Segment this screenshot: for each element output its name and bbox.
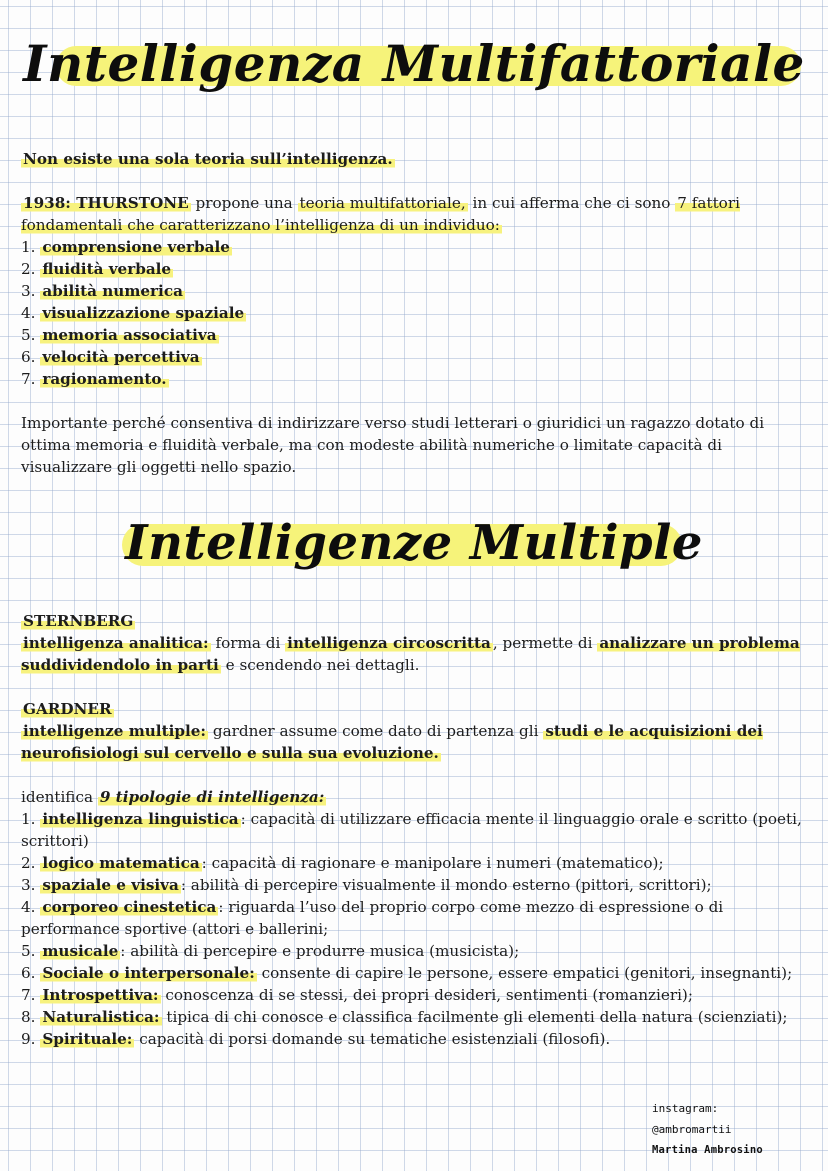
type-term: Naturalistica: [42, 1008, 160, 1026]
type-number: 1. [21, 810, 36, 828]
intelligence-type [21, 940, 811, 962]
factor-number: 6. [21, 348, 36, 366]
type-number: 5. [21, 942, 36, 960]
nine-types: 9 tipologie di intelligenza: [99, 788, 325, 806]
factor-label: visualizzazione spaziale [42, 304, 245, 322]
sternberg-heading [21, 610, 811, 632]
main-title [0, 28, 828, 100]
intelligence-type [21, 874, 811, 896]
factor-label: comprensione verbale [42, 238, 230, 256]
thurstone-paragraph [21, 192, 811, 236]
factor-item [21, 324, 811, 346]
factor-number: 5. [21, 326, 36, 344]
types-list [21, 808, 811, 1050]
section-title-text: Intelligenze Multiple [125, 515, 703, 571]
thurstone-label [21, 194, 191, 212]
factor-number: 7. [21, 370, 36, 388]
analytic-term: intelligenza analitica: [23, 634, 209, 652]
text-span: in cui afferma che ci sono [467, 194, 676, 212]
factor-item [21, 346, 811, 368]
type-description: consente di capire le persone, essere empatici (genitori, insegnanti); [256, 964, 793, 982]
factor-number: 4. [21, 304, 36, 322]
type-term: corporeo cinestetica [42, 898, 217, 916]
type-description: : abilità di percepire e produrre musica (musicista); [120, 942, 520, 960]
type-term: logico matematica [42, 854, 200, 872]
thurstone-name: THURSTONE [76, 194, 189, 212]
type-description: : capacità di utilizzare efficacia mente il linguaggio orale e scritto (poeti, scrittori) [21, 810, 802, 850]
factor-item [21, 368, 811, 390]
type-description: : riguarda l’uso del proprio corpo come mezzo di espressione o di performance sportive (attori e ballerini; [21, 898, 724, 938]
factor-item [21, 236, 811, 258]
intelligence-type [21, 962, 811, 984]
signature [652, 1098, 802, 1161]
gardner-heading [21, 698, 811, 720]
main-title-text: Intelligenza Multifattoriale [23, 34, 805, 93]
factor-item [21, 258, 811, 280]
seven-factors: 7 fattori fondamentali che caratterizzano l’intelligenza di un individuo: [21, 194, 740, 234]
factor-number: 3. [21, 282, 36, 300]
type-description: : abilità di percepire visualmente il mondo esterno (pittori, scrittori); [180, 876, 712, 894]
type-number: 7. [21, 986, 36, 1004]
text-span: e scendendo nei dettagli. [220, 656, 420, 674]
instagram-handle: @ambromartii [652, 1123, 732, 1136]
analyze-problem: analizzare un problema suddividendolo in parti [21, 634, 800, 674]
factor-item [21, 280, 811, 302]
author-name: Martina Ambrosino [652, 1144, 763, 1156]
type-number: 4. [21, 898, 36, 916]
multiple-term: intelligenze multiple: [23, 722, 207, 740]
type-number: 3. [21, 876, 36, 894]
type-term: Spirituale: [42, 1030, 133, 1048]
intelligence-type [21, 896, 811, 940]
type-term: Sociale o interpersonale: [42, 964, 255, 982]
instagram-label: instagram: [652, 1102, 719, 1115]
text-span: identifica [21, 788, 98, 806]
type-description: : capacità di ragionare e manipolare i numeri (matematico); [201, 854, 664, 872]
sternberg-name: STERNBERG [23, 612, 134, 630]
multifactor-theory: teoria multifattoriale, [299, 194, 466, 212]
intelligence-type [21, 1028, 811, 1050]
neuro-studies: studi e le acquisizioni dei neurofisiologi sul cervello e sulla sua evoluzione. [21, 722, 763, 762]
type-term: Introspettiva: [42, 986, 159, 1004]
text-span: , permette di [492, 634, 598, 652]
factor-label: abilità numerica [42, 282, 183, 300]
importance-paragraph: Importante perché consentiva di indirizzare verso studi letterari o giuridici un ragazzo dotato di ottima memoria e fluidità verbale, ma con modeste abilità numeriche o limitate capacità di visualizzare gli oggetti nello spazio. [21, 414, 765, 476]
intro-section [21, 148, 811, 478]
type-term: musicale [42, 942, 119, 960]
text-span: gardner assume come dato di partenza gli [208, 722, 544, 740]
text-span: propone una [190, 194, 298, 212]
section-title [0, 508, 828, 578]
type-description: capacità di porsi domande su tematiche esistenziali (filosofi). [134, 1030, 611, 1048]
type-description: conoscenza di se stessi, dei propri desideri, sentimenti (romanzieri); [160, 986, 693, 1004]
factor-label: memoria associativa [42, 326, 217, 344]
gardner-paragraph [21, 720, 811, 764]
factor-label: velocità percettiva [42, 348, 200, 366]
sternberg-paragraph [21, 632, 811, 676]
factor-label: ragionamento. [42, 370, 167, 388]
factor-list [21, 236, 811, 390]
no-single-theory: Non esiste una sola teoria sull’intelligenza. [23, 150, 393, 168]
multiple-intelligences-section [21, 610, 811, 1050]
type-number: 6. [21, 964, 36, 982]
text-span: forma di [210, 634, 286, 652]
intelligence-type [21, 852, 811, 874]
intelligence-type [21, 984, 811, 1006]
gardner-name: GARDNER [23, 700, 112, 718]
factor-item [21, 302, 811, 324]
factor-number: 1. [21, 238, 36, 256]
type-term: spaziale e visiva [42, 876, 179, 894]
intro-statement [21, 148, 811, 170]
thurstone-year: 1938: [23, 194, 71, 212]
type-number: 8. [21, 1008, 36, 1026]
type-number: 2. [21, 854, 36, 872]
intelligence-type [21, 808, 811, 852]
type-number: 9. [21, 1030, 36, 1048]
type-description: tipica di chi conosce e classifica facilmente gli elementi della natura (scienziati); [161, 1008, 788, 1026]
type-term: intelligenza linguistica [42, 810, 239, 828]
factor-label: fluidità verbale [42, 260, 172, 278]
intelligence-type [21, 1006, 811, 1028]
types-intro [21, 786, 811, 808]
bounded-intelligence: intelligenza circoscritta [287, 634, 491, 652]
factor-number: 2. [21, 260, 36, 278]
